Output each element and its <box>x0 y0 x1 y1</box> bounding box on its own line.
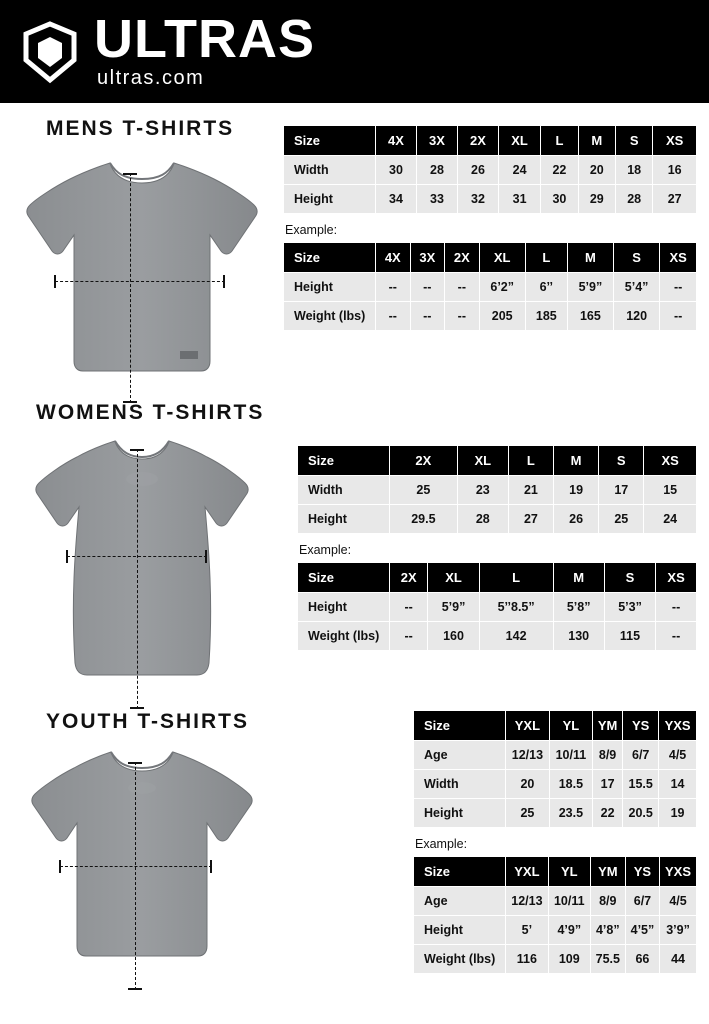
section-title-youth: YOUTH T-SHIRTS <box>46 710 250 733</box>
page-header <box>0 0 709 103</box>
cell: 4’8” <box>590 916 625 945</box>
cell: 12/13 <box>506 887 549 916</box>
th-yl: YL <box>549 711 592 741</box>
row-label-age: Age <box>414 887 506 916</box>
cell: 33 <box>416 185 457 214</box>
section-youth <box>0 696 709 976</box>
cell: 16 <box>653 156 697 185</box>
cell: -- <box>390 622 428 651</box>
cell: 30 <box>376 156 417 185</box>
cell: 15 <box>644 476 697 505</box>
th-xl: XL <box>457 446 508 476</box>
th-size: Size <box>284 126 376 156</box>
th-ym: YM <box>592 711 622 741</box>
cell: 32 <box>457 185 498 214</box>
cell: 22 <box>541 156 578 185</box>
cell: 12/13 <box>506 741 550 770</box>
row-label-width: Width <box>284 156 376 185</box>
cell: 24 <box>498 156 540 185</box>
th-yxl: YXL <box>506 711 550 741</box>
youth-right-column <box>283 696 709 976</box>
mens-right-column <box>283 103 709 387</box>
mens-example-table <box>283 242 697 331</box>
cell: 20 <box>506 770 550 799</box>
table-row <box>284 185 697 214</box>
cell: 31 <box>498 185 540 214</box>
cell: 19 <box>553 476 598 505</box>
womens-height-tick-top <box>130 449 144 451</box>
th-2x: 2X <box>445 243 480 273</box>
cell: 4/5 <box>659 741 697 770</box>
th-m: M <box>553 446 598 476</box>
cell: 5’9” <box>567 273 613 302</box>
cell: 19 <box>659 799 697 828</box>
th-xl: XL <box>428 563 479 593</box>
th-3x: 3X <box>410 243 445 273</box>
youth-size-table-block <box>413 710 697 828</box>
womens-example-table <box>297 562 697 651</box>
cell: 10/11 <box>548 887 590 916</box>
cell: 4/5 <box>660 887 697 916</box>
cell: 25 <box>506 799 550 828</box>
cell: 3’9” <box>660 916 697 945</box>
cell: -- <box>660 302 697 331</box>
cell: 5’8” <box>553 593 604 622</box>
cell: 116 <box>506 945 549 974</box>
cell: -- <box>656 622 697 651</box>
th-l: L <box>508 446 553 476</box>
cell: 6/7 <box>623 741 659 770</box>
th-ys: YS <box>623 711 659 741</box>
table-header-row <box>284 126 697 156</box>
th-xl: XL <box>479 243 525 273</box>
cell: 5’ <box>506 916 549 945</box>
table-header-row <box>298 446 697 476</box>
table-row <box>414 916 697 945</box>
row-label-width: Width <box>414 770 506 799</box>
row-label-weight: Weight (lbs) <box>414 945 506 974</box>
cell: 17 <box>592 770 622 799</box>
table-row <box>284 302 697 331</box>
cell: -- <box>656 593 697 622</box>
cell: 20 <box>578 156 615 185</box>
table-row <box>414 741 697 770</box>
section-title-mens: MENS T-SHIRTS <box>46 117 235 140</box>
cell: 17 <box>599 476 644 505</box>
womens-size-table-block <box>297 445 697 534</box>
youth-left-column <box>0 696 283 976</box>
youth-width-guide <box>60 866 212 867</box>
th-ym: YM <box>590 857 625 887</box>
womens-example-label: Example: <box>299 543 352 557</box>
youth-height-tick-bottom <box>128 988 142 990</box>
cell: -- <box>445 302 480 331</box>
cell: 24 <box>644 505 697 534</box>
table-row <box>284 156 697 185</box>
table-row <box>284 273 697 302</box>
cell: 109 <box>548 945 590 974</box>
cell: -- <box>410 273 445 302</box>
th-xs: XS <box>644 446 697 476</box>
th-xs: XS <box>660 243 697 273</box>
table-header-row <box>284 243 697 273</box>
table-header-row <box>414 857 697 887</box>
section-title-womens: WOMENS T-SHIRTS <box>36 401 265 424</box>
table-row <box>414 945 697 974</box>
cell: 34 <box>376 185 417 214</box>
womens-height-guide <box>137 449 138 709</box>
cell: 26 <box>553 505 598 534</box>
ultras-shield-icon <box>18 20 82 84</box>
cell: 22 <box>592 799 622 828</box>
youth-size-table <box>413 710 697 828</box>
cell: 5’9” <box>428 593 479 622</box>
youth-example-table <box>413 856 697 974</box>
cell: -- <box>376 302 411 331</box>
th-3x: 3X <box>416 126 457 156</box>
cell: 27 <box>508 505 553 534</box>
womens-left-column <box>0 387 283 696</box>
youth-example-table-block <box>413 856 697 974</box>
th-size: Size <box>414 857 506 887</box>
th-4x: 4X <box>376 243 411 273</box>
cell: 28 <box>457 505 508 534</box>
mens-width-tick-right <box>223 275 225 288</box>
cell: 23.5 <box>549 799 592 828</box>
th-2x: 2X <box>390 446 458 476</box>
table-header-row <box>414 711 697 741</box>
cell: 28 <box>416 156 457 185</box>
cell: 27 <box>653 185 697 214</box>
youth-height-tick-top <box>128 762 142 764</box>
th-xl: XL <box>498 126 540 156</box>
th-4x: 4X <box>376 126 417 156</box>
th-yxl: YXL <box>506 857 549 887</box>
womens-width-tick-right <box>205 550 207 563</box>
cell: 185 <box>525 302 567 331</box>
th-yxs: YXS <box>659 711 697 741</box>
mens-height-tick-top <box>123 173 137 175</box>
th-yxs: YXS <box>660 857 697 887</box>
cell: -- <box>660 273 697 302</box>
row-label-width: Width <box>298 476 390 505</box>
mens-width-tick-left <box>54 275 56 288</box>
cell: 8/9 <box>592 741 622 770</box>
youth-tshirt-illustration <box>0 740 283 970</box>
cell: 205 <box>479 302 525 331</box>
table-header-row <box>298 563 697 593</box>
row-label-age: Age <box>414 741 506 770</box>
row-label-height: Height <box>414 916 506 945</box>
th-ys: YS <box>625 857 659 887</box>
cell: 6/7 <box>625 887 659 916</box>
row-label-weight: Weight (lbs) <box>284 302 376 331</box>
row-label-height: Height <box>284 185 376 214</box>
th-m: M <box>553 563 604 593</box>
cell: 26 <box>457 156 498 185</box>
row-label-height: Height <box>298 593 390 622</box>
th-2x: 2X <box>390 563 428 593</box>
cell: 66 <box>625 945 659 974</box>
table-row <box>414 887 697 916</box>
youth-width-tick-left <box>59 860 61 873</box>
brand-name: ULTRAS <box>94 8 315 69</box>
section-mens <box>0 103 709 387</box>
cell: 130 <box>553 622 604 651</box>
th-2x: 2X <box>457 126 498 156</box>
cell: 10/11 <box>549 741 592 770</box>
cell: 4’5” <box>625 916 659 945</box>
cell: 5’’8.5” <box>479 593 553 622</box>
cell: 5’4” <box>614 273 660 302</box>
cell: 30 <box>541 185 578 214</box>
womens-size-table <box>297 445 697 534</box>
womens-example-table-block <box>297 562 697 651</box>
cell: -- <box>410 302 445 331</box>
th-l: L <box>479 563 553 593</box>
cell: 15.5 <box>623 770 659 799</box>
th-m: M <box>567 243 613 273</box>
womens-width-tick-left <box>66 550 68 563</box>
th-size: Size <box>298 446 390 476</box>
cell: -- <box>376 273 411 302</box>
th-xs: XS <box>656 563 697 593</box>
table-row <box>298 622 697 651</box>
youth-height-guide <box>135 762 136 990</box>
th-l: L <box>525 243 567 273</box>
table-row <box>298 476 697 505</box>
mens-example-table-block <box>283 242 697 331</box>
cell: 25 <box>390 476 458 505</box>
table-row <box>298 593 697 622</box>
cell: 142 <box>479 622 553 651</box>
cell: 25 <box>599 505 644 534</box>
cell: 29 <box>578 185 615 214</box>
cell: 23 <box>457 476 508 505</box>
cell: 8/9 <box>590 887 625 916</box>
th-s: S <box>599 446 644 476</box>
cell: 18.5 <box>549 770 592 799</box>
th-size: Size <box>298 563 390 593</box>
th-l: L <box>541 126 578 156</box>
mens-width-guide <box>55 281 225 282</box>
cell: 5’3” <box>604 593 655 622</box>
th-s: S <box>604 563 655 593</box>
womens-tshirt-illustration <box>0 431 283 696</box>
mens-example-label: Example: <box>285 223 338 237</box>
th-yl: YL <box>548 857 590 887</box>
cell: -- <box>390 593 428 622</box>
brand-url: ultras.com <box>97 67 205 90</box>
cell: 4’9” <box>548 916 590 945</box>
cell: 165 <box>567 302 613 331</box>
mens-tshirt-illustration <box>0 147 283 387</box>
section-womens <box>0 387 709 696</box>
th-xs: XS <box>653 126 697 156</box>
cell: 21 <box>508 476 553 505</box>
brand-block <box>94 8 315 91</box>
youth-width-tick-right <box>210 860 212 873</box>
mens-left-column <box>0 103 283 387</box>
cell: 6’2” <box>479 273 525 302</box>
mens-size-table <box>283 125 697 214</box>
mens-size-table-block <box>283 125 697 214</box>
table-row <box>414 799 697 828</box>
row-label-height: Height <box>298 505 390 534</box>
row-label-weight: Weight (lbs) <box>298 622 390 651</box>
table-row <box>414 770 697 799</box>
cell: 20.5 <box>623 799 659 828</box>
cell: 44 <box>660 945 697 974</box>
cell: 115 <box>604 622 655 651</box>
table-row <box>298 505 697 534</box>
cell: 14 <box>659 770 697 799</box>
th-size: Size <box>414 711 506 741</box>
th-m: M <box>578 126 615 156</box>
cell: 28 <box>616 185 653 214</box>
youth-example-label: Example: <box>415 837 468 851</box>
th-size: Size <box>284 243 376 273</box>
mens-height-guide <box>130 173 131 403</box>
cell: 6’’ <box>525 273 567 302</box>
cell: -- <box>445 273 480 302</box>
cell: 29.5 <box>390 505 458 534</box>
cell: 160 <box>428 622 479 651</box>
cell: 75.5 <box>590 945 625 974</box>
row-label-height: Height <box>414 799 506 828</box>
th-s: S <box>614 243 660 273</box>
th-s: S <box>616 126 653 156</box>
womens-right-column <box>283 387 709 696</box>
row-label-height: Height <box>284 273 376 302</box>
cell: 18 <box>616 156 653 185</box>
cell: 120 <box>614 302 660 331</box>
